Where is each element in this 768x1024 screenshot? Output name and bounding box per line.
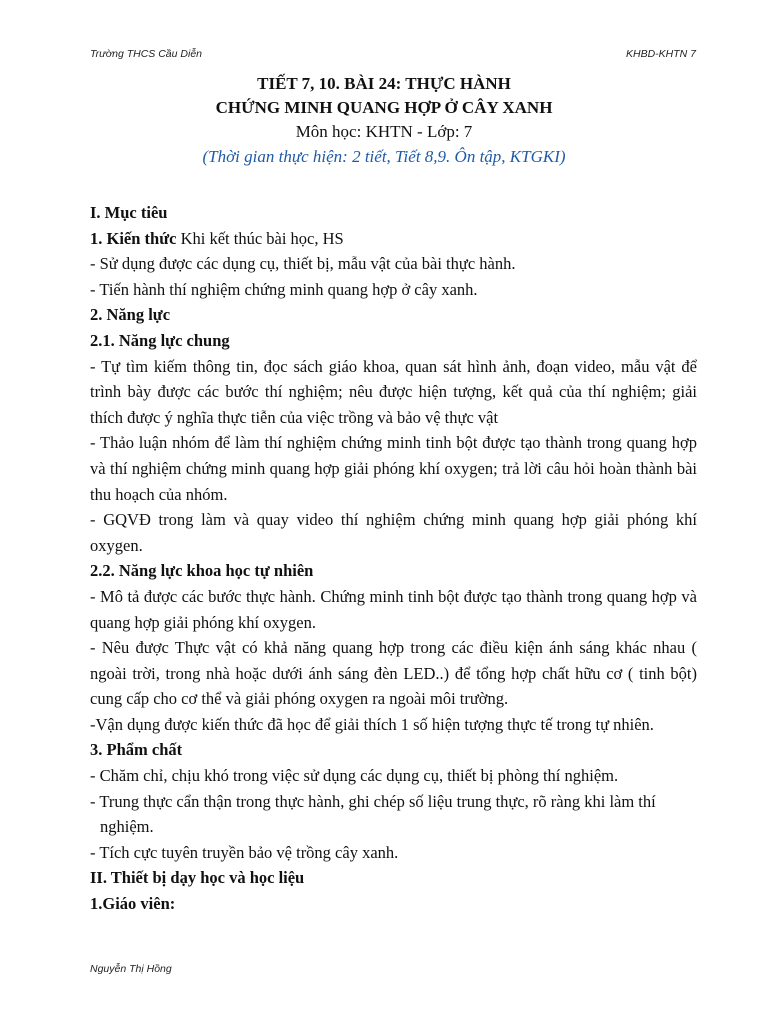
subject-line: Môn học: KHTN - Lớp: 7 bbox=[295, 122, 473, 141]
science-competence-heading: 2.2. Năng lực khoa học tự nhiên bbox=[90, 561, 314, 581]
title-block bbox=[0, 72, 768, 170]
teacher-heading: 1.Giáo viên: bbox=[90, 894, 176, 914]
section-objectives-heading: I. Mục tiêu bbox=[90, 203, 168, 222]
header-code: KHBD-KHTN 7 bbox=[625, 48, 696, 60]
knowledge-item: - Sử dụng được các dụng cụ, thiết bị, mẫu vật của bài thực hành. bbox=[90, 254, 516, 274]
knowledge-label: 1. Kiến thức bbox=[90, 228, 177, 248]
science-competence-item: - Mô tả được các bước thực hành. Chứng minh tinh bột được tạo thành trong quang hợp và quang hợp giải phóng khí oxygen. bbox=[90, 586, 697, 632]
general-competence-heading: 2.1. Năng lực chung bbox=[90, 330, 230, 350]
general-competence-item: - Thảo luận nhóm để làm thí nghiệm chứng minh tinh bột được tạo thành trong quang hợp và thí nghiệm chứng minh quang hợp giải phóng khí oxygen; trả lời câu hỏi hoàn thành bài thu hoạch của nhóm. bbox=[90, 433, 697, 504]
quality-item-continuation: nghiệm. bbox=[100, 817, 154, 837]
quality-item: - Trung thực cẩn thận trong thực hành, ghi chép số liệu trung thực, rõ ràng khi làm thí bbox=[90, 791, 656, 811]
qualities-heading: 3. Phẩm chất bbox=[90, 740, 183, 760]
document-body bbox=[90, 200, 697, 917]
header-school: Trường THCS Cầu Diễn bbox=[90, 48, 203, 60]
lesson-subtitle: CHỨNG MINH QUANG HỢP Ở CÂY XANH bbox=[215, 98, 553, 117]
competence-heading: 2. Năng lực bbox=[90, 305, 171, 325]
quality-item: - Tích cực tuyên truyền bảo vệ trồng cây xanh. bbox=[90, 842, 399, 862]
knowledge-line bbox=[90, 226, 697, 252]
knowledge-text: Khi kết thúc bài học, HS bbox=[176, 228, 344, 248]
footer-author: Nguyễn Thị Hồng bbox=[90, 963, 172, 975]
general-competence-item: - GQVĐ trong làm và quay video thí nghiệm chứng minh quang hợp giải phóng khí oxygen. bbox=[90, 510, 697, 555]
knowledge-item: - Tiến hành thí nghiệm chứng minh quang hợp ở cây xanh. bbox=[90, 279, 478, 299]
lesson-title: TIẾT 7, 10. BÀI 24: THỰC HÀNH bbox=[257, 74, 511, 93]
equipment-heading: II. Thiết bị dạy học và học liệu bbox=[90, 868, 305, 888]
general-competence-item: - Tự tìm kiếm thông tin, đọc sách giáo khoa, quan sát hình ảnh, đoạn video, mẫu vật để trình bày được các bước thí nghiệm; nêu được hiện tượng, kết quả của thí nghiệm; giải thích được ý nghĩa thực tiễn của việc trồng và bảo vệ thực vật bbox=[90, 356, 697, 427]
time-line: (Thời gian thực hiện: 2 tiết, Tiết 8,9. Ôn tập, KTGKI) bbox=[202, 147, 566, 166]
quality-item: - Chăm chỉ, chịu khó trong việc sử dụng các dụng cụ, thiết bị phòng thí nghiệm. bbox=[90, 766, 619, 786]
science-competence-item: - Nêu được Thực vật có khả năng quang hợp trong các điều kiện ánh sáng khác nhau ( ngoài trời, trong nhà hoặc dưới ánh sáng đèn LED..) để tổng hợp chất hữu cơ ( tinh bột) cung cấp cho cơ thể và giải phóng oxygen ra ngoài môi trường. bbox=[90, 638, 697, 709]
science-competence-item: -Vận dụng được kiến thức đã học để giải thích 1 số hiện tượng thực tế trong tự nhiên. bbox=[90, 714, 654, 734]
